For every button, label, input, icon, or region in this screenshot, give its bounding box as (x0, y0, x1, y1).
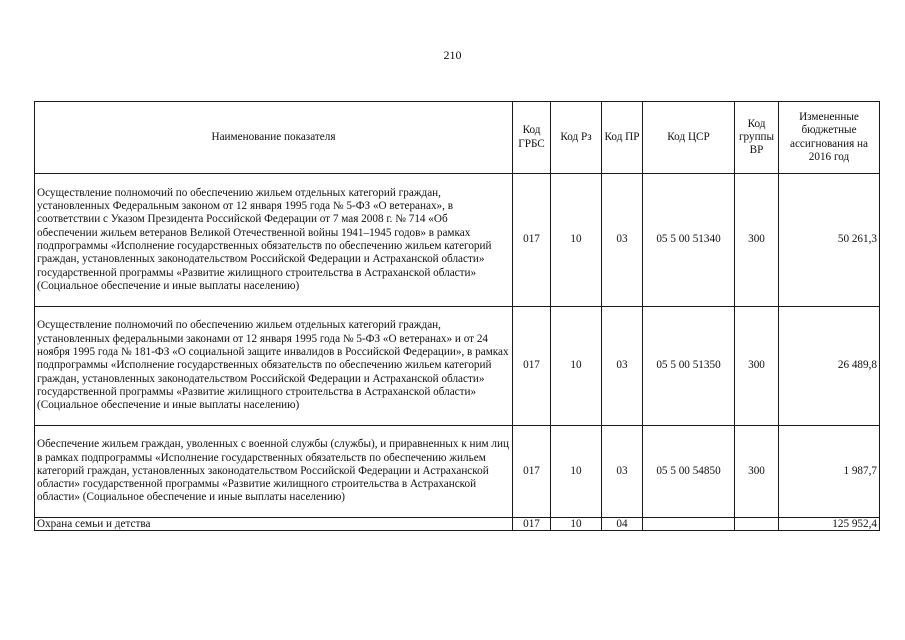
table-row (35, 518, 880, 531)
cell-csr: 05 5 00 51350 (643, 307, 735, 426)
cell-vr (735, 518, 779, 531)
table-row (35, 426, 880, 518)
header-name: Наименование показателя (35, 102, 513, 174)
budget-table (34, 101, 880, 531)
cell-pr: 03 (602, 307, 643, 426)
cell-csr: 05 5 00 51340 (643, 174, 735, 307)
header-vr: Код группы ВР (735, 102, 779, 174)
cell-csr: 05 5 00 54850 (643, 426, 735, 518)
cell-grbs: 017 (513, 426, 551, 518)
cell-vr: 300 (735, 307, 779, 426)
header-csr: Код ЦСР (643, 102, 735, 174)
header-pr: Код ПР (602, 102, 643, 174)
table-row (35, 307, 880, 426)
cell-name: Осуществление полномочий по обеспечению жильем отдельных категорий граждан, установленных Федеральным законом от 12 января 1995 года № 5-ФЗ «О ветеранах», в соответствии с Указом Президента Российской Федерации от 7 мая 2008 г. № 714 «Об обеспечении жильем ветеранов Великой Отечественной войны 1941–1945 годов» в рамках подпрограммы «Исполнение государственных обязательств по обеспечению жильем категорий граждан, установленных законодательством Российской Федерации и Астраханской области» государственной программы «Развитие жилищного строительства в Астраханской области» (Социальное обеспечение и иные выплаты населению) (35, 174, 513, 307)
table-row (35, 174, 880, 307)
cell-rz: 10 (551, 426, 602, 518)
cell-name: Осуществление полномочий по обеспечению жильем отдельных категорий граждан, установленных федеральными законами от 12 января 1995 года № 5-ФЗ «О ветеранах» и от 24 ноября 1995 года № 181-ФЗ «О социальной защите инвалидов в Российской Федерации», в рамках подпрограммы «Исполнение государственных обязательств по обеспечению жильем категорий граждан, установленных законодательством Российской Федерации и Астраханской области» государственной программы «Развитие жилищного строительства в Астраханской области» (Социальное обеспечение и иные выплаты населению) (35, 307, 513, 426)
cell-name: Охрана семьи и детства (35, 518, 513, 531)
header-amount: Измененные бюджетные ассигнования на 2016 год (779, 102, 880, 174)
cell-amount: 26 489,8 (779, 307, 880, 426)
cell-rz: 10 (551, 518, 602, 531)
cell-rz: 10 (551, 307, 602, 426)
header-rz: Код Рз (551, 102, 602, 174)
cell-vr: 300 (735, 426, 779, 518)
cell-csr (643, 518, 735, 531)
cell-rz: 10 (551, 174, 602, 307)
cell-grbs: 017 (513, 307, 551, 426)
cell-amount: 1 987,7 (779, 426, 880, 518)
cell-pr: 03 (602, 426, 643, 518)
cell-grbs: 017 (513, 174, 551, 307)
cell-name: Обеспечение жильем граждан, уволенных с военной службы (службы), и приравненных к ним лиц в рамках подпрограммы «Исполнение государственных обязательств по обеспечению жильем категорий граждан, установленных законодательством Российской Федерации и Астраханской области» государственной программы «Развитие жилищного строительства в Астраханской области» (Социальное обеспечение и иные выплаты населению) (35, 426, 513, 518)
header-grbs: Код ГРБС (513, 102, 551, 174)
cell-amount: 50 261,3 (779, 174, 880, 307)
cell-vr: 300 (735, 174, 779, 307)
table-header-row (35, 102, 880, 174)
cell-grbs: 017 (513, 518, 551, 531)
cell-amount: 125 952,4 (779, 518, 880, 531)
cell-pr: 04 (602, 518, 643, 531)
cell-pr: 03 (602, 174, 643, 307)
page-number: 210 (443, 48, 462, 62)
